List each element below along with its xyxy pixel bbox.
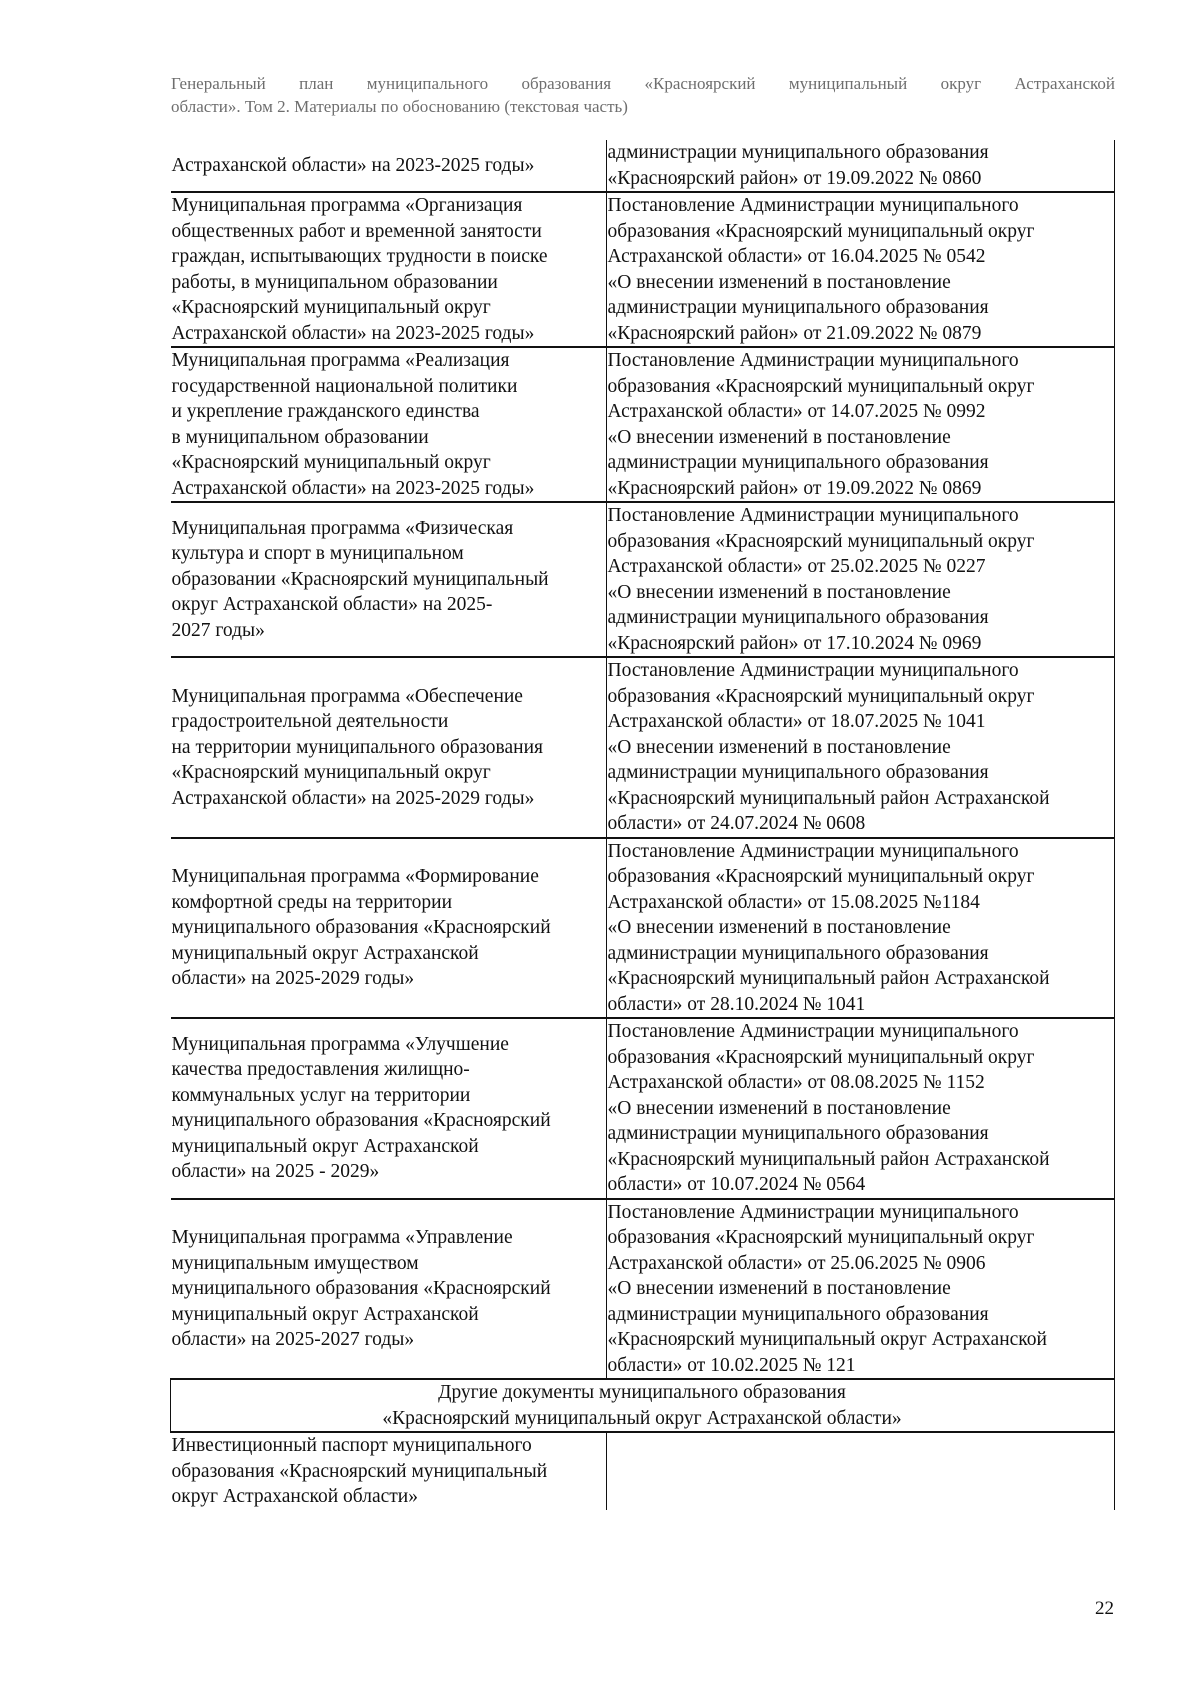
table-row [171,347,1115,502]
table-row [171,1199,1115,1380]
program-name-cell [171,192,607,347]
cell-line: округ Астраханской области» [171,1486,418,1507]
cell-line: градостроительной деятельности [171,711,449,732]
cell-line: «Красноярский район» от 19.09.2022 № 0869 [607,477,982,499]
cell-line: Муниципальная программа «Формирование [171,866,539,887]
documents-table [170,140,1115,1510]
cell-line: Постановление Администрации муниципального [607,840,1019,862]
cell-line: работы, в муниципальном образовании [171,271,498,293]
section-row [171,1379,1115,1432]
cell-line: Постановление Администрации муниципального [607,195,1019,216]
cell-line: образования «Красноярский муниципальный округ [607,1046,1035,1068]
cell-line: Астраханской области» от 25.06.2025 № 0906 [607,1252,986,1274]
cell-line: Другие документы муниципального образования [438,1382,846,1403]
cell-line: Постановление Администрации муниципального [607,505,1019,526]
program-name-cell [171,1199,607,1380]
cell-line: Астраханской области» от 15.08.2025 №1184 [607,891,980,913]
cell-line: Астраханской области» от 16.04.2025 № 0542 [607,246,986,267]
cell-line: на территории муниципального образования [171,736,543,758]
cell-line: Постановление Администрации муниципального [607,350,1019,371]
cell-line: культура и спорт в муниципальном [171,543,464,565]
cell-line: «Красноярский район» от 19.09.2022 № 0860 [607,167,982,189]
cell-line: Астраханской области» на 2023-2025 годы» [171,154,535,176]
program-name-cell [171,657,607,838]
cell-line: образования «Красноярский муниципальный округ [607,685,1035,707]
cell-line: администрации муниципального образования [607,452,989,473]
cell-line: образования «Красноярский муниципальный округ [607,375,1035,397]
program-name-cell [171,1018,607,1199]
cell-line: в муниципальном образовании [171,426,429,448]
program-name-cell [171,140,607,192]
cell-line: граждан, испытывающих трудности в поиске [171,246,548,267]
page-number: 22 [1095,1598,1114,1619]
cell-line: «Красноярский муниципальный округ [171,297,491,318]
cell-line: «Красноярский муниципальный округ [171,762,491,783]
cell-line: Муниципальная программа «Обеспечение [171,685,523,707]
cell-line: администрации муниципального образования [607,297,989,318]
cell-line: «О внесении изменений в постановление [607,1278,951,1299]
cell-line: образования «Красноярский муниципальный [171,1460,548,1482]
header-line-2: области». Том 2. Материалы по обоснованию (текстовая часть) [171,97,628,116]
cell-line: Инвестиционный паспорт муниципального [171,1435,532,1456]
cell-line: администрации муниципального образования [607,607,989,628]
section-heading [171,1379,1115,1432]
cell-line: Муниципальная программа «Организация [171,195,523,216]
cell-line: «Красноярский муниципальный округ [171,452,491,473]
cell-line: Муниципальная программа «Реализация [171,350,510,371]
table-row [171,657,1115,838]
cell-line: «О внесении изменений в постановление [607,426,951,448]
cell-line: общественных работ и временной занятости [171,220,542,242]
header-line-1: Генеральный план муниципального образования «Красноярский муниципальный округ Астраханской [171,74,1115,93]
cell-line: Астраханской области» на 2023-2025 годы» [171,322,535,344]
cell-line: «О внесении изменений в постановление [607,271,951,293]
cell-line: «Красноярский район» от 21.09.2022 № 0879 [607,322,982,344]
cell-line: Астраханской области» от 18.07.2025 № 1041 [607,711,986,732]
cell-line: области» на 2025-2027 годы» [171,1329,415,1350]
cell-line: муниципального образования «Красноярский [171,1110,551,1132]
cell-line: «Красноярский муниципальный район Астраханской [607,787,1050,809]
cell-line: 2027 годы» [171,619,265,641]
cell-line: округ Астраханской области» на 2025- [171,594,493,616]
cell-line: «Красноярский муниципальный округ Астраханской области» [382,1407,902,1429]
resolution-cell [606,1199,1115,1380]
cell-line: «Красноярский муниципальный район Астраханской [607,968,1050,989]
cell-line: администрации муниципального образования [607,942,989,964]
cell-line: области» на 2025 - 2029» [171,1161,380,1183]
table-row [171,838,1115,1019]
page-header [171,72,1115,118]
resolution-cell [606,657,1115,838]
table-row [171,1432,1115,1510]
program-name-cell [171,347,607,502]
table-row [171,192,1115,347]
cell-line: Астраханской области» от 25.02.2025 № 0227 [607,556,986,577]
table-row [171,502,1115,657]
cell-line: образовании «Красноярский муниципальный [171,568,549,590]
cell-line: Муниципальная программа «Физическая [171,517,514,539]
cell-line: «О внесении изменений в постановление [607,581,951,603]
cell-line: «Красноярский муниципальный округ Астраханской [607,1329,1047,1350]
resolution-cell [606,1432,1115,1510]
table-row [171,1018,1115,1199]
cell-line: Муниципальная программа «Управление [171,1227,513,1248]
table-row [171,140,1115,192]
cell-line: «О внесении изменений в постановление [607,917,951,938]
cell-line: Астраханской области» от 14.07.2025 № 0992 [607,401,986,422]
cell-line: «О внесении изменений в постановление [607,1097,951,1119]
cell-line: Астраханской области» на 2025-2029 годы» [171,787,535,809]
cell-line: Постановление Администрации муниципального [607,660,1019,681]
cell-line: муниципальный округ Астраханской [171,1135,479,1157]
cell-line: области» от 10.02.2025 № 121 [607,1354,856,1376]
resolution-cell [606,1018,1115,1199]
resolution-cell [606,140,1115,192]
program-name-cell [171,502,607,657]
resolution-cell [606,347,1115,502]
cell-line: «Красноярский муниципальный район Астраханской [607,1148,1050,1170]
cell-line: области» от 10.07.2024 № 0564 [607,1174,866,1195]
cell-line: комфортной среды на территории [171,891,453,913]
program-name-cell [171,1432,607,1510]
resolution-cell [606,838,1115,1019]
cell-line: муниципальный округ Астраханской [171,942,479,964]
cell-line: администрации муниципального образования [607,1303,989,1325]
cell-line: Постановление Администрации муниципального [607,1021,1019,1042]
cell-line: муниципального образования «Красноярский [171,917,551,938]
cell-line: коммунальных услуг на территории [171,1084,471,1106]
cell-line: образования «Красноярский муниципальный округ [607,530,1035,552]
cell-line: «О внесении изменений в постановление [607,736,951,758]
cell-line: образования «Красноярский муниципальный округ [607,866,1035,887]
program-name-cell [171,838,607,1019]
cell-line: качества предоставления жилищно- [171,1059,470,1081]
cell-line: администрации муниципального образования [607,762,989,783]
cell-line: области» от 24.07.2024 № 0608 [607,813,866,834]
cell-line: и укрепление гражданского единства [171,401,480,422]
cell-line: администрации муниципального образования [607,142,989,163]
cell-line: «Красноярский район» от 17.10.2024 № 0969 [607,632,982,654]
cell-line: государственной национальной политики [171,375,518,397]
cell-line: Постановление Администрации муниципального [607,1201,1019,1223]
cell-line: области» от 28.10.2024 № 1041 [607,993,866,1015]
cell-line: муниципального образования «Красноярский [171,1278,551,1299]
cell-line: Муниципальная программа «Улучшение [171,1033,509,1055]
cell-line: области» на 2025-2029 годы» [171,968,415,989]
cell-line: Астраханской области» от 08.08.2025 № 1152 [607,1072,985,1093]
cell-line: муниципальный округ Астраханской [171,1303,479,1325]
cell-line: образования «Красноярский муниципальный округ [607,220,1035,242]
resolution-cell [606,192,1115,347]
resolution-cell [606,502,1115,657]
cell-line: Астраханской области» на 2023-2025 годы» [171,477,535,499]
cell-line: образования «Красноярский муниципальный округ [607,1227,1035,1248]
cell-line: муниципальным имуществом [171,1252,419,1274]
cell-line: администрации муниципального образования [607,1123,989,1144]
